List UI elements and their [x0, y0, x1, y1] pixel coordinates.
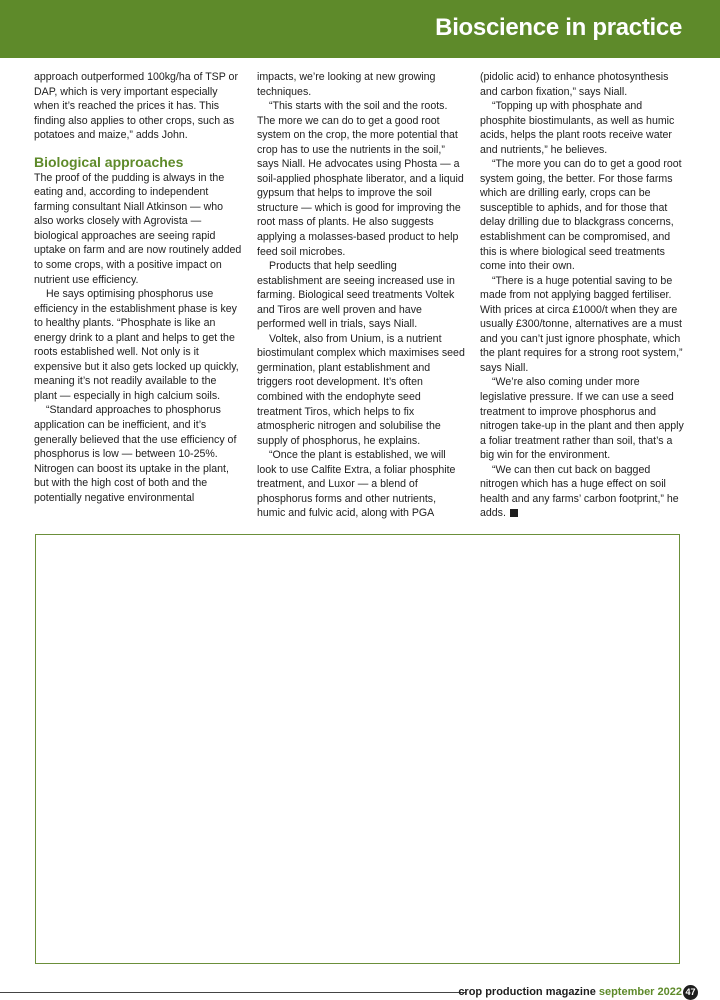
- paragraph: “There is a huge potential saving to be made from not applying bagged fertiliser. With prices at circa £1000/t when they are usually £300/tonne, alternatives are a must and you can’t just ignore phosphate, which the plant requires for a strong root system,” says Niall.: [480, 274, 683, 374]
- paragraph-final-text: “We can then cut back on bagged nitrogen which has a huge effect on soil health and any farms’ carbon footprint,” he adds.: [480, 463, 679, 520]
- paragraph: approach outperformed 100kg/ha of TSP or DAP, which is very important especially when it’s reached the prices it has. This finding also applies to other crops, such as potatoes and maize,” adds John.: [34, 71, 238, 142]
- paragraph-final: [480, 463, 688, 521]
- paragraph: “The more you can do to get a good root system going, the better. For those farms which are drilling early, crops can be susceptible to aphids, and for those that delay drilling due to blackgrass concerns, establishment can be compromised, and this is where biological seed treatments come into their own.: [480, 158, 682, 273]
- paragraph: “Topping up with phosphate and phosphite biostimulants, as well as humic acids, helps the plant roots receive water and nutrients,” he believes.: [480, 100, 675, 156]
- paragraph: Voltek, also from Unium, is a nutrient biostimulant complex which maximises seed germination, plant establishment and triggers root development. It’s often combined with the endophyte seed treatment Tiros, which helps to fix atmospheric nitrogen and solubilise the supply of phosphorus, he explains.: [257, 332, 465, 447]
- paragraph: The proof of the pudding is always in the eating and, according to independent farming consultant Niall Atkinson — who also works closely with Agrovista — biological approaches are seeing rapid uptake on farm and are now routinely added to some crops, with a positive impact on nutrient use efficiency.: [34, 171, 242, 286]
- page-number-badge: 47: [683, 985, 698, 1000]
- end-of-article-mark: [510, 509, 518, 517]
- section-title: Bioscience in practice: [435, 14, 682, 41]
- subheading: Biological approaches: [34, 153, 184, 170]
- article-column-1: [34, 70, 242, 505]
- paragraph: impacts, we’re looking at new growing techniques.: [257, 71, 436, 98]
- article-column-2: [257, 70, 465, 521]
- footer-folio: [458, 986, 682, 998]
- paragraph: “This starts with the soil and the roots. The more we can do to get a good root system on the crop, the more potential that crop has to use the nutrients in the soil,” says Niall. He advocates using Phosta — a soil-applied phosphate liberator, and a liquid gypsum that helps to improve the soil structure — which is good for improving the root mass of plants. He also suggests applying a molasses-based product to help feed soil microbes.: [257, 100, 464, 258]
- paragraph: “Standard approaches to phosphorus application can be inefficient, and it’s generally believed that the use efficiency of phosphorus is low — between 10-25%. Nitrogen can boost its uptake in the plant, but with the high cost of both and the potentially negative environmental: [34, 404, 237, 504]
- footer-issue-date: september 2022: [598, 986, 682, 998]
- paragraph: “We’re also coming under more legislative pressure. If we can use a seed treatment to improve phosphorus and nitrogen take-up in the plant and then apply a foliar treatment rather than soil, that’s a big win for the environment.: [480, 376, 684, 462]
- paragraph: (pidolic acid) to enhance photosynthesis and carbon fixation,” says Niall.: [480, 71, 669, 98]
- advertisement-placeholder-box: [35, 534, 680, 964]
- footer-rule: [0, 992, 466, 993]
- section-header-band: [0, 0, 720, 58]
- footer-magazine-name: crop production magazine: [458, 986, 596, 998]
- paragraph: He says optimising phosphorus use efficiency in the establishment phase is key to healthy plants. “Phosphate is like an energy drink to a plant and helps to get the roots established well. Not only is it expensive but it also gets locked up quickly, meaning it’s not readily available to the plant — especially in high calcium soils.: [34, 288, 239, 402]
- article-column-3: [480, 70, 688, 521]
- paragraph: “Once the plant is established, we will look to use Calfite Extra, a foliar phosphite treatment, and Luxor — a blend of phosphorus forms and other nutrients, humic and fulvic acid, along with PGA: [257, 449, 456, 520]
- paragraph: Products that help seedling establishment are seeing increased use in farming. Biological seed treatments Voltek and Tiros are well proven and have performed well in trials, says Niall.: [257, 260, 455, 331]
